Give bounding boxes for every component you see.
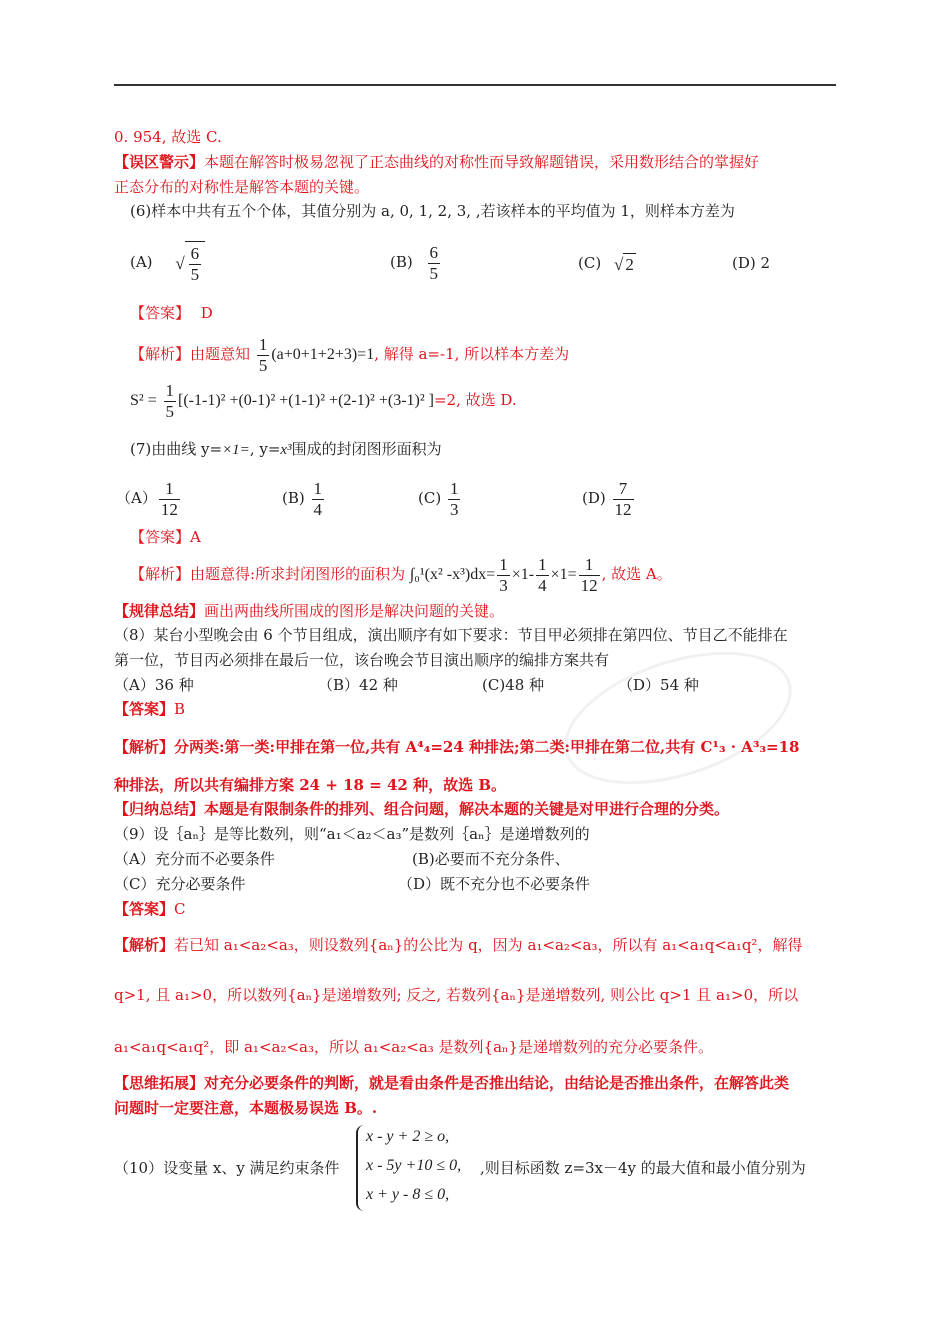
q9-option-b: (B)必要而不充分条件、 xyxy=(412,850,570,868)
q10-stem-post: ,则目标函数 z=3x－4y 的最大值和最小值分别为 xyxy=(480,1159,806,1177)
q9-solution-line2: q>1, 且 a₁>0，所以数列{aₙ}是递增数列; 反之, 若数列{aₙ}是递增数列, 则公比 q>1 且 a₁>0，所以 xyxy=(114,986,799,1004)
q9-solution-line3: a₁<a₁q<a₁q²，即 a₁<a₂<a₃，所以 a₁<a₂<a₃ 是数列{aₙ}是递增数列的充分必要条件。 xyxy=(114,1038,714,1056)
q7-stem: (7)由曲线 y=×1=, y=x³围成的封闭图形面积为 xyxy=(130,440,442,458)
q6-answer: 【答案】 D xyxy=(130,304,213,322)
extend-line2: 问题时一定要注意，本题极易误选 B。. xyxy=(114,1099,378,1117)
q7-option-b: (B) $\frac{1}{4}$ xyxy=(282,478,323,519)
q9-answer: 【答案】C xyxy=(114,900,186,918)
header-rule xyxy=(114,84,836,86)
q6-stem: (6)样本中共有五个个体，其值分别为 a, 0, 1, 2, 3, ,若该样本的平均值为 1，则样本方差为 xyxy=(130,202,735,220)
q8-stem-line1: （8）某台小型晚会由 6 个节目组成，演出顺序有如下要求：节目甲必须排在第四位、节目乙不能排在 xyxy=(114,626,788,644)
q7-solution: 【解析】由题意得:所求封闭图形的面积为 ∫₀¹(x² -x³)dx= $\frac{1}{3}$ ×1- $\frac{1}{4}$ ×1= $\frac{1}{12}$ , 故选 A。 xyxy=(130,554,672,595)
q9-option-a: （A）充分而不必要条件 xyxy=(114,850,275,868)
q8-option-a: （A）36 种 xyxy=(114,676,194,694)
q7-option-a: （A） $\frac{1}{12}$ xyxy=(116,478,178,519)
q10-constraint-3: x + y - 8 ≤ 0, xyxy=(366,1186,450,1203)
q8-option-b: （B）42 种 xyxy=(318,676,398,694)
q7-answer: 【答案】A xyxy=(130,528,201,546)
q10-stem-pre: （10）设变量 x、y 满足约束条件 xyxy=(114,1159,340,1177)
rule-summary: 【规律总结】画出两曲线所围成的图形是解决问题的关键。 xyxy=(114,602,505,620)
constraint-brace xyxy=(356,1125,366,1211)
q7-option-c: (C) $\frac{1}{3}$ xyxy=(418,478,459,519)
q6-option-d: (D) 2 xyxy=(732,254,771,272)
q8-solution-line1: 【解析】分两类:第一类:甲排在第一位,共有 A⁴₄=24 种排法;第二类:甲排在第二位,共有 C¹₃ · A³₃=18 xyxy=(114,738,800,756)
extend-line1: 【思维拓展】对充分必要条件的判断，就是看由条件是否推出结论，由结论是否推出条件，在解答此类 xyxy=(114,1074,790,1092)
q8-solution-line2: 种排法，所以共有编排方案 24 + 18 = 42 种，故选 B。 xyxy=(114,776,506,794)
q6-variance: S² = $\frac{1}{5}$ [(-1-1)² +(0-1)² +(1-1)² +(2-1)² +(3-1)² ]=2, 故选 D. xyxy=(130,380,517,421)
continuation-text: 0. 954, 故选 C. xyxy=(114,128,222,146)
q6-option-b: (B) $\frac{6}{5}$ xyxy=(390,242,439,283)
q8-option-d: （D）54 种 xyxy=(618,676,699,694)
q8-answer: 【答案】B xyxy=(114,700,186,718)
q6-option-a: (A) √ $\frac{6}{5}$ xyxy=(130,240,205,286)
q10-constraint-2: x - 5y +10 ≤ 0, xyxy=(366,1157,462,1174)
q6-solution: 【解析】由题意知 $\frac{1}{5}$ (a+0+1+2+3)=1, 解得 a=-1, 所以样本方差为 xyxy=(130,334,570,375)
warning-line1: 【误区警示】本题在解答时极易忽视了正态曲线的对称性而导致解题错误，采用数形结合的掌握好 xyxy=(114,153,760,171)
q6-option-c: (C) √ 2 xyxy=(578,254,634,274)
q9-solution-line1: 【解析】若已知 a₁<a₂<a₃，则设数列{aₙ}的公比为 q，因为 a₁<a₂<a₃，所以有 a₁<a₁q<a₁q²，解得 xyxy=(114,936,803,954)
q8-stem-line2: 第一位，节目丙必须排在最后一位，该台晚会节目演出顺序的编排方案共有 xyxy=(114,651,610,669)
q9-option-c: （C）充分必要条件 xyxy=(114,875,246,893)
q7-option-d: (D) $\frac{7}{12}$ xyxy=(582,478,632,519)
warning-line2: 正态分布的对称性是解答本题的关键。 xyxy=(114,178,370,196)
q10-constraint-1: x - y + 2 ≥ o, xyxy=(366,1128,450,1145)
induction-summary: 【归纳总结】本题是有限制条件的排列、组合问题，解决本题的关键是对甲进行合理的分类。 xyxy=(114,800,730,818)
q8-option-c: (C)48 种 xyxy=(482,676,545,694)
q9-stem: （9）设｛aₙ｝是等比数列，则“a₁＜a₂＜a₃”是数列｛aₙ｝是递增数列的 xyxy=(114,825,590,843)
q9-option-d: （D）既不充分也不必要条件 xyxy=(398,875,591,893)
